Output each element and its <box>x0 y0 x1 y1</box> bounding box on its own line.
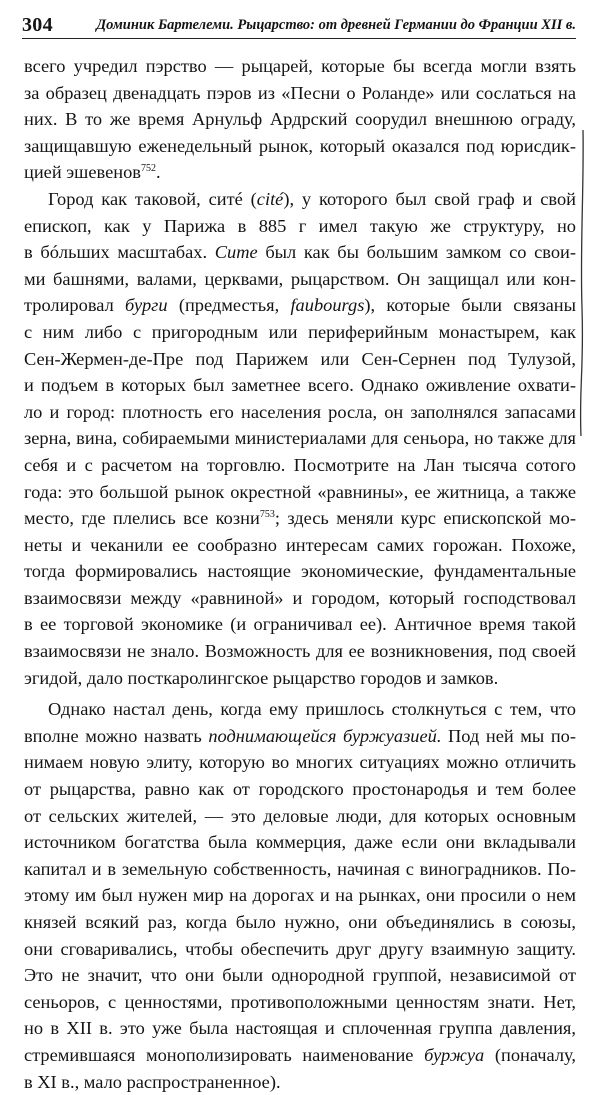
paragraph-2 <box>24 186 576 691</box>
text-line: князей всякий раз, когда было нужно, они объединялись в союзы, <box>24 912 576 932</box>
text-line: цией эшевенов$^{752}$. <box>24 162 161 183</box>
paragraph-3 <box>24 696 576 1095</box>
text-line: стремившаяся монополизировать наименование буржуа (поначалу, <box>24 1044 576 1065</box>
text-line: в бóльших масштабах. Сите был как бы большим замком со свои- <box>24 242 576 263</box>
text-line: эгидой, дало посткаролингское рыцарство городов и замков. <box>24 667 499 688</box>
text-line: взаимосвязи между «равниной» и городом, который господствовал <box>24 587 576 608</box>
text-line: Сен-Жермен-де-Пре под Парижем или Сен-Сернен под Тулузой, <box>24 348 576 369</box>
text-line: вполне можно назвать поднимающейся буржуазией. Под ней мы по- <box>24 725 576 746</box>
page-number: 304 <box>22 14 53 36</box>
text-line: ло и город: плотность его населения росла, он заполнялся запасами <box>24 401 576 422</box>
text-line: зерна, вина, собираемыми министериалами для сеньора, но также для <box>24 428 576 449</box>
text-line: ми башнями, валами, церквами, рыцарством. Он защищал или кон- <box>24 268 576 289</box>
text-line: источником богатства была коммерция, даже если они вкладывали <box>24 832 576 853</box>
text-line: взаимосвязи не знало. Возможность для ее возникновения, под своей <box>24 641 576 662</box>
text-line: в XI в., мало распространенное). <box>24 1071 281 1092</box>
text-line: от сельских жителей, — это деловые люди, для которых основным <box>24 805 576 826</box>
text-line: епископ, как у Парижа в 885 г имел такую же структуру, но <box>24 215 576 236</box>
text-line: всего учредил пэрство — рыцарей, которые бы всегда могли взять <box>24 56 576 76</box>
text-line: тогда формировались настоящие экономические, фундаментальные <box>24 561 576 582</box>
text-line: место, где плелись все козни$^{753}$; здесь меняли курс епископской мо- <box>24 508 576 529</box>
text-line: за образец двенадцать пэров из «Песни о Роланде» или сослаться на <box>24 82 576 103</box>
text-line: Однако настал день, когда ему пришлось столкнуться с тем, что <box>48 699 576 720</box>
text-line: в ее торговой экономике (и ограничивал ее). Античное время такой <box>24 614 576 635</box>
text-line: Город как таковой, ситé (cité), у которого был свой граф и свой <box>48 188 577 209</box>
body-text <box>24 53 576 1095</box>
text-line: себя и с расчетом на торговлю. Посмотрите на Лан тысяча сотого <box>24 454 576 475</box>
text-line: защищавшую еженедельный рынок, который оказался под юрисдик- <box>24 135 576 156</box>
text-line: но в XII в. это уже была настоящая и сплоченная группа давления, <box>24 1018 576 1039</box>
text-line: неты и чеканили ее сообразно интересам самих горожан. Похоже, <box>24 534 576 555</box>
margin-pencil-mark <box>574 128 588 438</box>
text-line: года: это большой рынок окрестной «равнины», ее житница, а также <box>24 481 576 502</box>
text-line: и подъем в которых был заметнее всего. Однако оживление охвати- <box>24 375 576 396</box>
text-line: них. В то же время Арнульф Ардрский соорудил внешнюю ограду, <box>24 109 576 130</box>
running-title: Доминик Бартелеми. Рыцарство: от древней Германии до Франции XII в. <box>96 17 576 33</box>
text-line: Это не значит, что они были однородной группой, независимой от <box>24 965 576 986</box>
text-line: с ним либо с пригородным или периферийным монастырем, как <box>24 321 576 342</box>
text-line: сеньоров, с ценностями, противоположными ценностям знати. Нет, <box>24 991 576 1012</box>
page-header <box>22 8 576 39</box>
text-line: этому им был нужен мир на дорогах и на рынках, они просили о нем <box>24 885 576 906</box>
text-line: от рыцарства, равно как от городского простонародья и тем более <box>24 779 576 800</box>
text-line: капитал и в земельную собственность, начиная с виноградников. По- <box>24 858 576 879</box>
text-line: они сговаривались, чтобы обеспечить друг другу взаимную защиту. <box>24 938 576 959</box>
footnote-ref-753: 753 <box>259 509 275 521</box>
paragraph-1 <box>24 53 576 186</box>
text-line: нимаем новую элиту, которую во многих ситуациях можно отличить <box>24 752 576 773</box>
footnote-ref-752: 752 <box>140 163 156 175</box>
text-line: тролировал бурги (предместья, faubourgs), которые были связаны <box>24 295 576 316</box>
